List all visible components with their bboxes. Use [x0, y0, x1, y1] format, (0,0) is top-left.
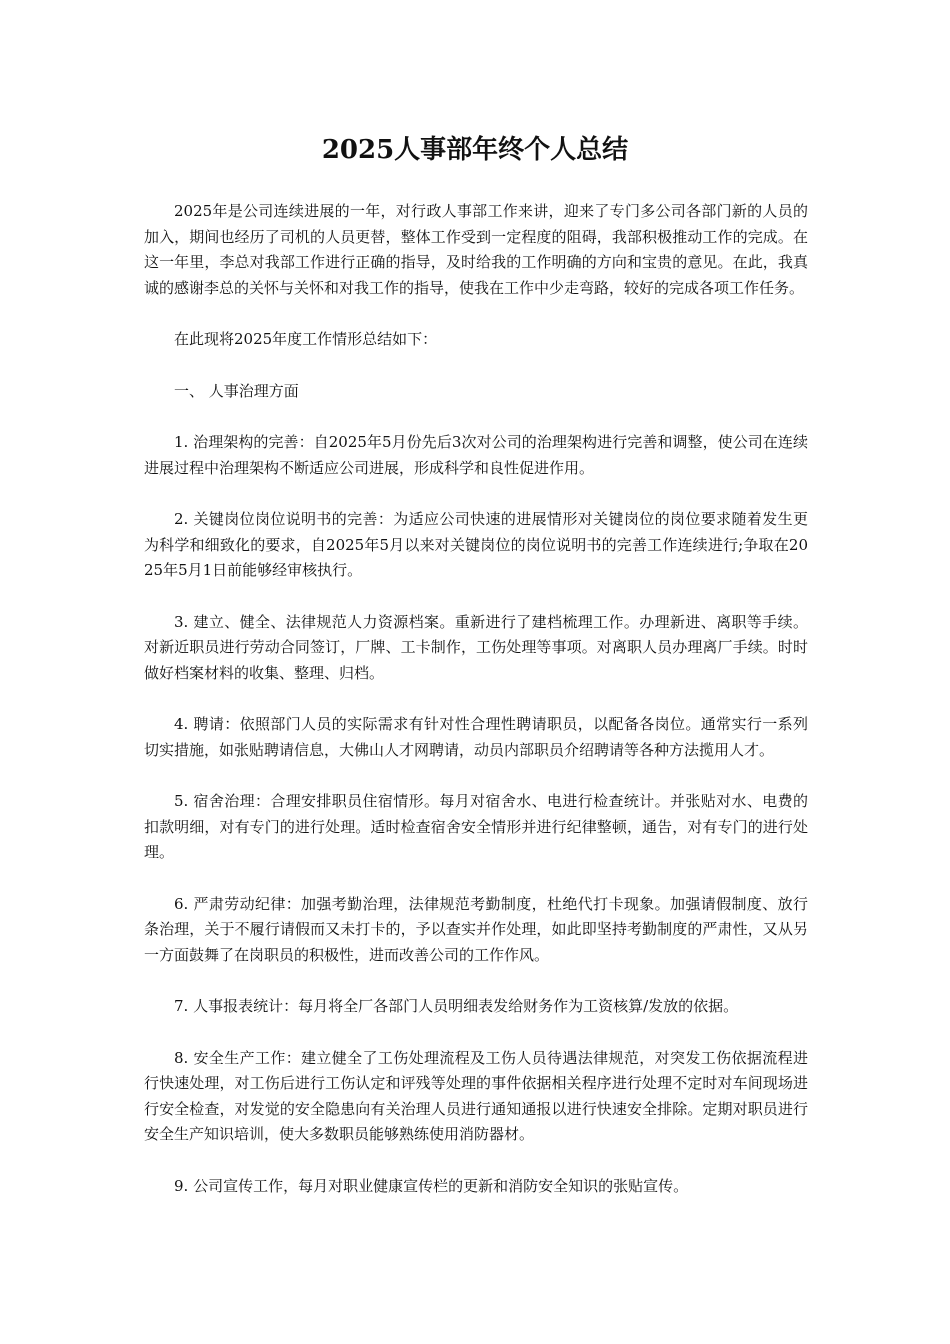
list-item-2: 2. 关键岗位岗位说明书的完善：为适应公司快速的进展情形对关键岗位的岗位要求随着发生更为科学和细致化的要求，自2025年5月以来对关键岗位的岗位说明书的完善工作连续进行;争取在2025年5月1日前能够经审核执行。	[144, 510, 808, 579]
list-item-4: 4. 聘请：依照部门人员的实际需求有针对性合理性聘请职员，以配备各岗位。通常实行一系列切实措施，如张贴聘请信息，大佛山人才网聘请，动员内部职员介绍聘请等各种方法揽用人才。	[144, 715, 808, 759]
list-item-8: 8. 安全生产工作：建立健全了工伤处理流程及工伤人员待遇法律规范，对突发工伤依据流程进行快速处理，对工伤后进行工伤认定和评残等处理的事件依据相关程序进行处理不定时对车间现场进行安全检查，对发觉的安全隐患向有关治理人员进行通知通报以进行快速安全排除。定期对职员进行安全生产知识培训，使大多数职员能够熟练使用消防器材。	[144, 1048, 808, 1143]
list-item-9: 9. 公司宣传工作，每月对职业健康宣传栏的更新和消防安全知识的张贴宣传。	[174, 1176, 689, 1195]
list-item-6: 6. 严肃劳动纪律：加强考勤治理，法律规范考勤制度，杜绝代打卡现象。加强请假制度、放行条治理，关于不履行请假而又未打卡的，予以查实并作处理，如此即坚持考勤制度的严肃性，又从另一方面鼓舞了在岗职员的积极性，进而改善公司的工作作风。	[144, 894, 808, 964]
list-item-1: 1. 治理架构的完善：自2025年5月份先后3次对公司的治理架构进行完善和调整，使公司在连续进展过程中治理架构不断适应公司进展，形成科学和良性促进作用。	[144, 433, 808, 477]
paragraph-summary-lead: 在此现将2025年度工作情形总结如下：	[174, 330, 438, 348]
document-title: 2025人事部年终个人总结	[321, 135, 629, 165]
list-item-7: 7. 人事报表统计：每月将全厂各部门人员明细表发给财务作为工资核算/发放的依据。	[174, 997, 739, 1015]
document-body	[144, 199, 808, 1225]
section-heading-hr-management: 一、 人事治理方面	[174, 381, 299, 400]
list-item-5: 5. 宿舍治理：合理安排职员住宿情形。每月对宿舍水、电进行检查统计。并张贴对水、电费的扣款明细，对有专门的进行处理。适时检查宿舍安全情形并进行纪律整顿，通告，对有专门的进行处理。	[144, 792, 808, 861]
list-item-3: 3. 建立、健全、法律规范人力资源档案。重新进行了建档梳理工作。办理新进、离职等手续。对新近职员进行劳动合同签订，厂牌、工卡制作，工伤处理等事项。对离职人员办理离厂手续。时时做好档案材料的收集、整理、归档。	[144, 612, 808, 682]
paragraph-intro: 2025年是公司连续进展的一年，对行政人事部工作来讲，迎来了专门多公司各部门新的人员的加入，期间也经历了司机的人员更替，整体工作受到一定程度的阻碍，我部积极推动工作的完成。在这一年里，李总对我部工作进行正确的指导，及时给我的工作明确的方向和宝贵的意见。在此，我真诚的感谢李总的关怀与关怀和对我工作的指导，使我在工作中少走弯路，较好的完成各项工作任务。	[144, 202, 808, 297]
